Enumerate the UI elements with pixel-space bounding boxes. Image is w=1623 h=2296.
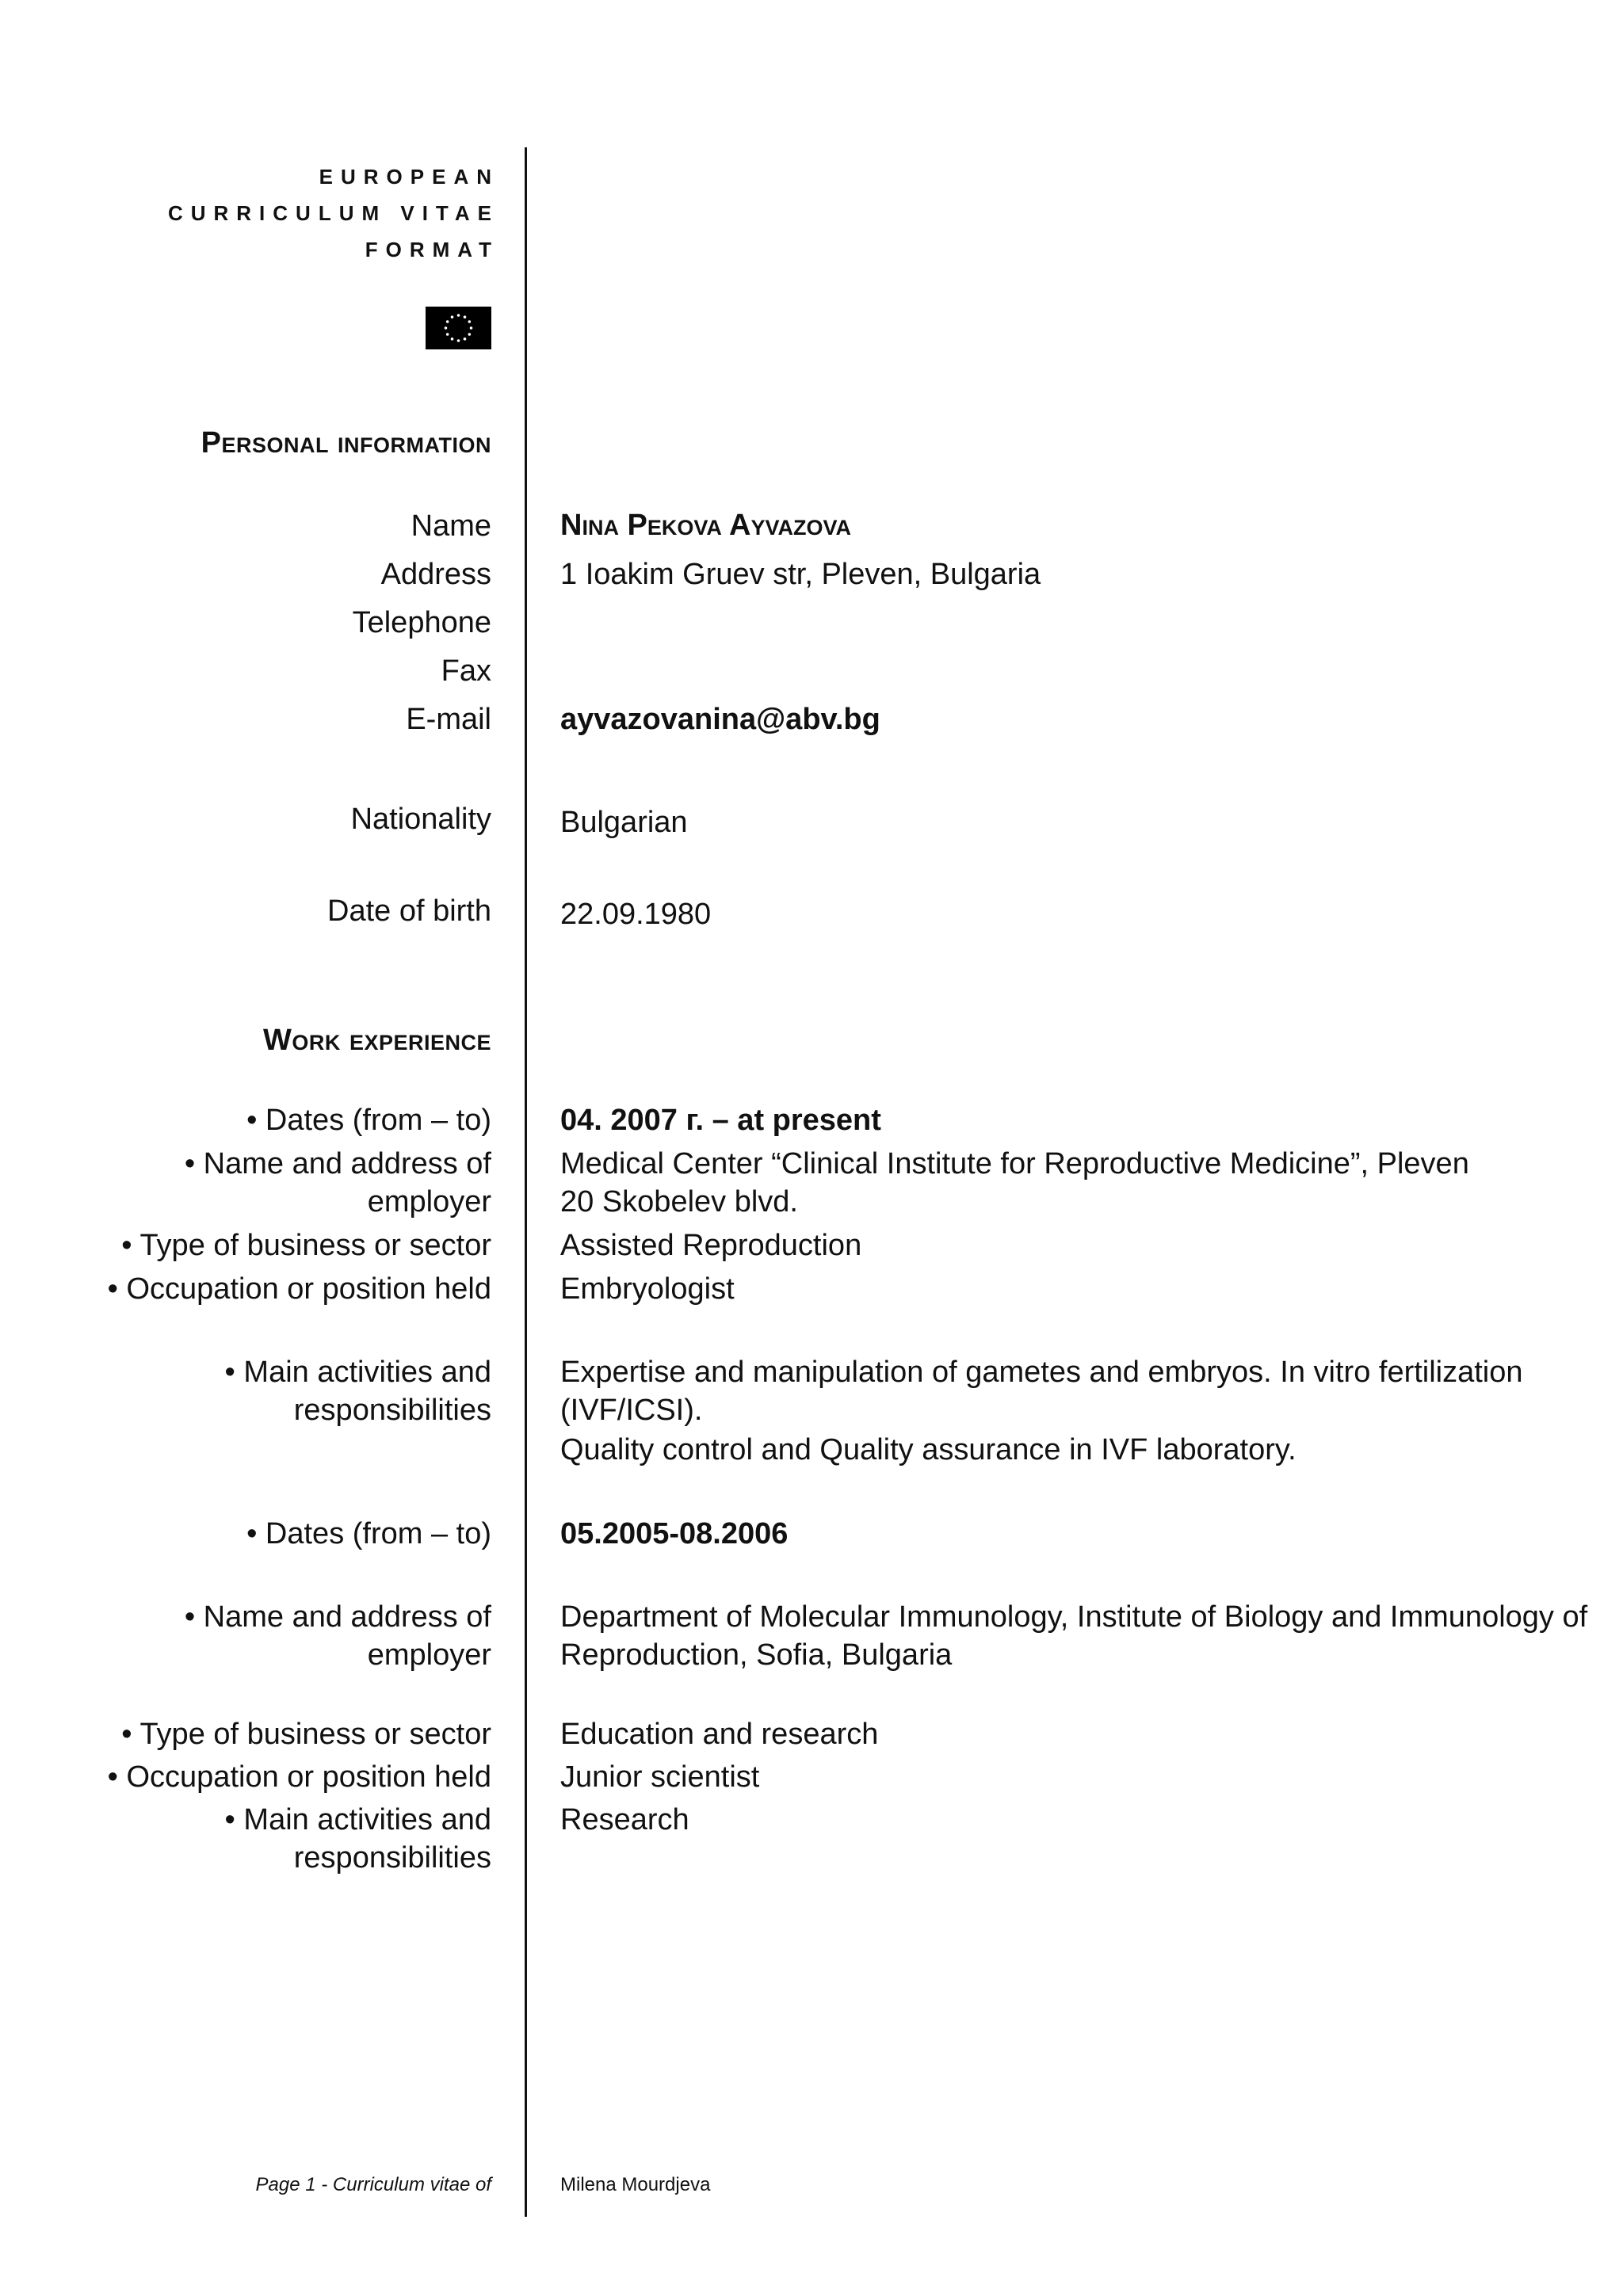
flag-star — [464, 315, 467, 318]
label-activities: • Main activities and — [224, 1356, 491, 1389]
label-employer-2: • Name and address of — [184, 1600, 491, 1634]
footer-name: Milena Mourdjeva — [560, 2174, 711, 2195]
section-work-experience: Work experience — [263, 1024, 491, 1057]
value-date-of-birth: 22.09.1980 — [560, 898, 712, 931]
label-dates: • Dates (from – to) — [246, 1104, 491, 1137]
label-occupation: • Occupation or position held — [107, 1272, 491, 1306]
header-line-2: CURRICULUM VITAE — [167, 201, 499, 225]
column-divider — [525, 147, 527, 2217]
flag-star — [464, 338, 467, 341]
job2-activities-line1: Research — [560, 1803, 689, 1836]
job1-activities-line1: Expertise and manipulation of gametes and embryos. In vitro fertilization — [560, 1356, 1523, 1389]
footer-page-label: Page 1 - Curriculum vitae of — [255, 2174, 491, 2195]
flag-star — [445, 326, 448, 330]
header-line-1: EUROPEAN — [319, 165, 499, 189]
flag-star — [468, 333, 472, 336]
header-line-3: FORMAT — [365, 238, 499, 261]
label-occupation-2: • Occupation or position held — [107, 1760, 491, 1794]
flag-star — [446, 333, 449, 336]
flag-star — [468, 320, 472, 323]
header-european — [319, 158, 499, 195]
job2-occupation: Junior scientist — [560, 1760, 760, 1794]
flag-star — [457, 339, 460, 342]
value-address: 1 Ioakim Gruev str, Pleven, Bulgaria — [560, 558, 1041, 591]
header-format — [365, 231, 499, 268]
label-date-of-birth: Date of birth — [327, 894, 491, 928]
label-activities-cont: responsibilities — [293, 1394, 491, 1427]
label-activities-2: • Main activities and — [224, 1803, 491, 1836]
job2-dates: 05.2005-08.2006 — [560, 1517, 789, 1550]
label-dates-2: • Dates (from – to) — [246, 1517, 491, 1550]
label-address: Address — [380, 558, 491, 591]
label-business: • Type of business or sector — [121, 1229, 491, 1262]
eu-flag-icon — [426, 307, 491, 349]
label-activities-cont-2: responsibilities — [293, 1841, 491, 1875]
label-fax: Fax — [441, 654, 491, 688]
value-nationality: Bulgarian — [560, 806, 688, 839]
flag-star — [451, 315, 454, 318]
label-telephone: Telephone — [352, 606, 491, 639]
job1-activities-line3: Quality control and Quality assurance in IVF laboratory. — [560, 1433, 1296, 1466]
label-email: E-mail — [406, 703, 491, 736]
section-personal-information: Personal information — [200, 426, 491, 460]
label-name: Name — [411, 509, 491, 543]
label-employer-cont: employer — [367, 1185, 491, 1219]
label-business-2: • Type of business or sector — [121, 1718, 491, 1751]
job1-occupation: Embryologist — [560, 1272, 735, 1306]
flag-star — [451, 338, 454, 341]
label-employer-cont-2: employer — [367, 1638, 491, 1672]
job1-activities-line2: (IVF/ICSI). — [560, 1394, 703, 1427]
job2-employer-line2: Reproduction, Sofia, Bulgaria — [560, 1638, 953, 1672]
label-employer: • Name and address of — [184, 1147, 491, 1180]
value-name: Nina Pekova Ayvazova — [560, 509, 851, 542]
job1-dates: 04. 2007 г. – at present — [560, 1104, 881, 1137]
label-nationality: Nationality — [350, 803, 491, 836]
job2-employer-line1: Department of Molecular Immunology, Institute of Biology and Immunology of — [560, 1600, 1588, 1634]
job1-employer-line1: Medical Center “Clinical Institute for Reproductive Medicine”, Pleven — [560, 1147, 1469, 1180]
header-curriculum-vitae — [168, 195, 499, 231]
flag-star — [470, 326, 473, 330]
flag-star — [446, 320, 449, 323]
value-email[interactable]: ayvazovanina@abv.bg — [560, 703, 880, 736]
job1-business: Assisted Reproduction — [560, 1229, 862, 1262]
flag-star — [457, 314, 460, 317]
job1-employer-line2: 20 Skobelev blvd. — [560, 1185, 798, 1219]
job2-business: Education and research — [560, 1718, 879, 1751]
